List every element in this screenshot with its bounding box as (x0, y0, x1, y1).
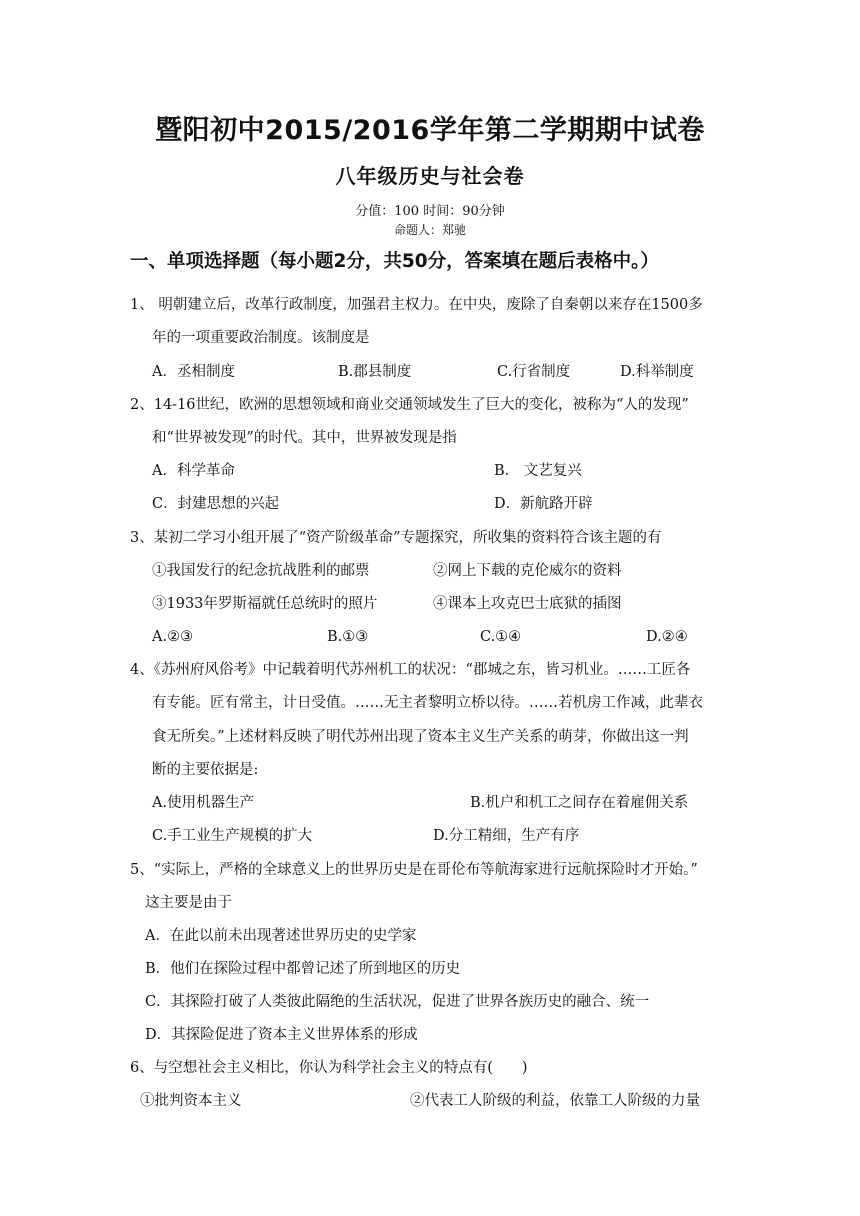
statement-item: ①我国发行的纪念抗战胜利的邮票 (152, 563, 370, 579)
author-info: 命题人：郑驰 (393, 223, 466, 237)
question-text: 有专能。匠有常主，计日受值。……无主者黎明立桥以待。……若机房工作减，此辈衣 (152, 695, 703, 711)
statement-item: ①批判资本主义 (140, 1093, 242, 1109)
score-time-info: 分值：100 时间：90分钟 (355, 204, 505, 219)
option-c: C.手工业生产规模的扩大 (152, 828, 313, 844)
statement-item: ②网上下载的克伦威尔的资料 (433, 563, 622, 579)
question-text: 4、《苏州府风俗考》中记载着明代苏州机工的状况：“郡城之东，皆习机业。……工匠各 (130, 662, 691, 678)
option-a: A．科学革命 (152, 463, 235, 479)
option-d: D.科举制度 (620, 364, 694, 380)
option-b: B.①③ (327, 629, 369, 645)
question-text: 食无所矣。”上述材料反映了明代苏州出现了资本主义生产关系的萌芽，你做出这一判 (152, 729, 689, 745)
option-d: D．新航路开辟 (494, 496, 593, 512)
option-a: A．丞相制度 (152, 364, 235, 380)
section-heading: 一、单项选择题（每小题2分，共50分，答案填在题后表格中。） (130, 251, 659, 272)
question-text: 5、“实际上，严格的全球意义上的世界历史是在哥伦布等航海家进行远航探险时才开始。” (130, 862, 698, 878)
statement-item: ②代表工人阶级的利益，依靠工人阶级的力量 (410, 1093, 700, 1109)
option-d: D.②④ (646, 629, 688, 645)
exam-title: 暨阳初中2015/2016学年第二学期期中试卷 (155, 115, 705, 146)
option-b: B．他们在探险过程中都曾记述了所到地区的历史 (145, 961, 461, 977)
question-text: 和“世界被发现”的时代。其中，世界被发现是指 (152, 430, 457, 446)
option-a: A.②③ (152, 629, 194, 645)
option-a: A.使用机器生产 (152, 795, 255, 811)
statement-item: ③1933年罗斯福就任总统时的照片 (152, 596, 378, 612)
exam-subtitle: 八年级历史与社会卷 (335, 164, 525, 188)
question-text: 年的一项重要政治制度。该制度是 (152, 330, 370, 346)
option-a: A．在此以前未出现著述世界历史的史学家 (145, 928, 417, 944)
question-text: 这主要是由于 (145, 895, 232, 911)
option-b: B． 文艺复兴 (494, 463, 582, 479)
option-b: B.郡县制度 (338, 364, 412, 380)
option-d: D.分工精细，生产有序 (433, 828, 580, 844)
question-text: 3、某初二学习小组开展了“资产阶级革命”专题探究，所收集的资料符合该主题的有 (130, 530, 662, 546)
statement-item: ④课本上攻克巴士底狱的插图 (433, 596, 622, 612)
question-text: 1、 明朝建立后，改革行政制度，加强君主权力。在中央，废除了自秦朝以来存在1500多 (130, 297, 703, 313)
option-d: D．其探险促进了资本主义世界体系的形成 (145, 1027, 418, 1043)
question-text: 6、与空想社会主义相比，你认为科学社会主义的特点有( ) (130, 1060, 528, 1076)
option-b: B.机户和机工之间存在着雇佣关系 (470, 795, 689, 811)
option-c: C.行省制度 (497, 364, 571, 380)
question-text: 断的主要依据是: (152, 762, 259, 778)
option-c: C.①④ (480, 629, 522, 645)
question-text: 2、14-16世纪，欧洲的思想领域和商业交通领域发生了巨大的变化，被称为“人的发现” (130, 397, 689, 413)
option-c: C．封建思想的兴起 (152, 496, 280, 512)
option-c: C．其探险打破了人类彼此隔绝的生活状况，促进了世界各族历史的融合、统一 (145, 994, 650, 1010)
